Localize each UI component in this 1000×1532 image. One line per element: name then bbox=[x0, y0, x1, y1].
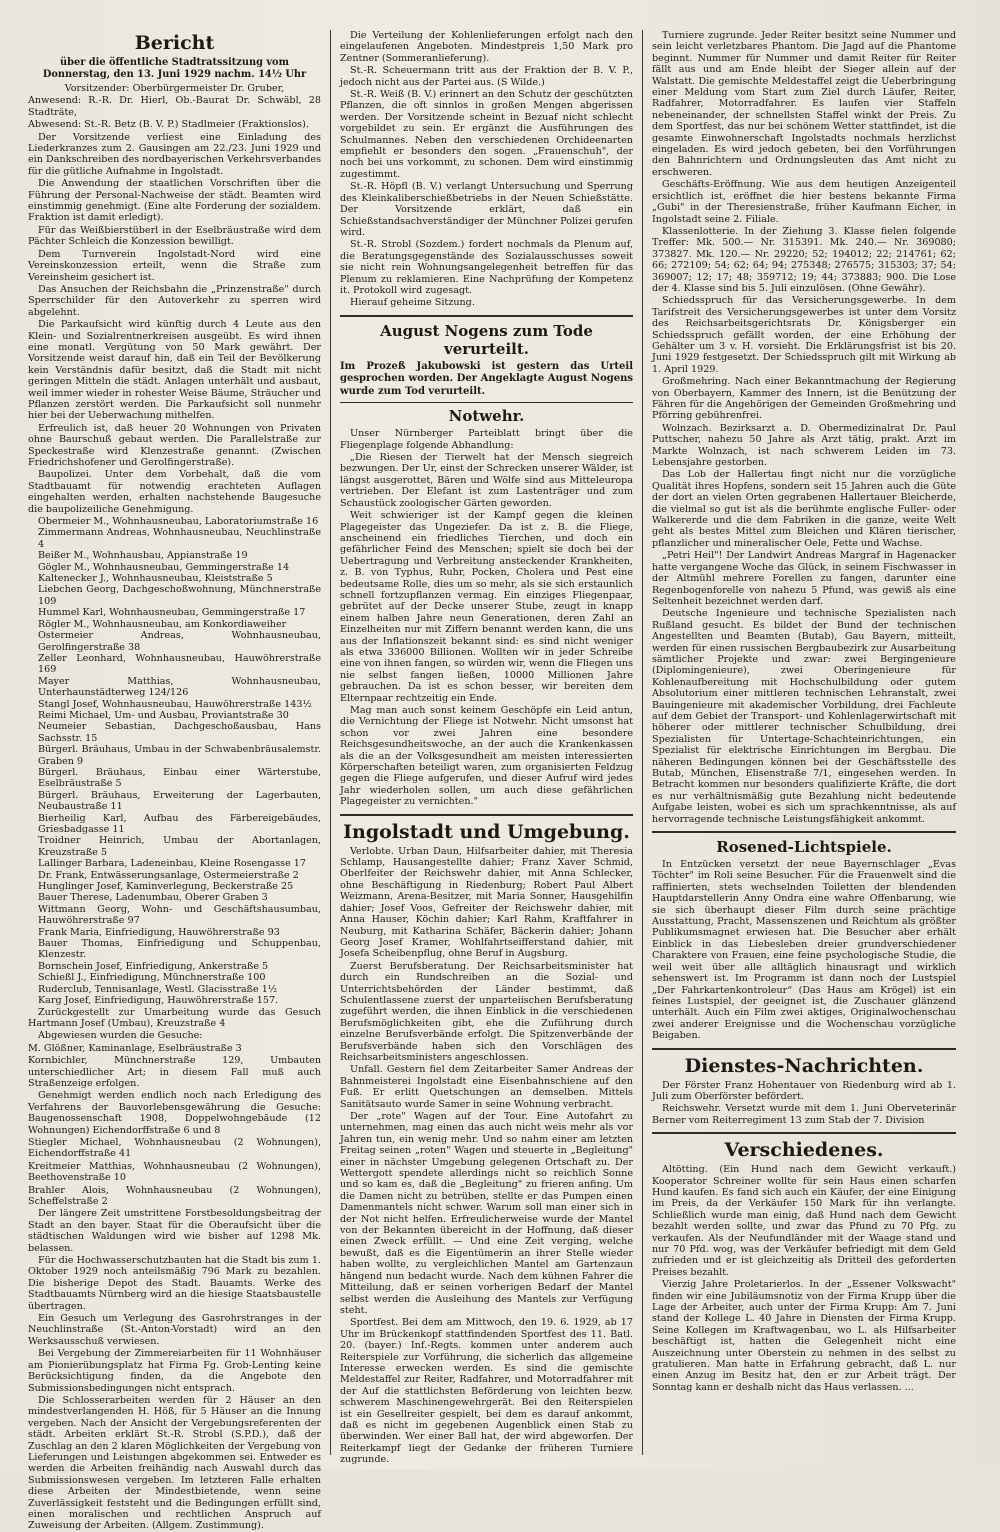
paragraph: Das Lob der Hallertau fingt nicht nur die vorzügliche Qualität ihres Hopfens, sondern seit 15 Jahren auch die Güte der dort an vielen Orten gegrabenen Hallertauer Bleicherde, die vielmal so gut ist als die berühmte englische Fuller- oder Walkererde und die dem Fabriken in die ganze, weite Welt geht als bestes Mittel zum Bleichen und Klären tierischer, pflanzlicher und mineralischer Oele, Fette und Wachse. bbox=[652, 469, 956, 549]
paragraph: Unser Nürnberger Parteiblatt bringt über die Fliegenplage folgende Abhandlung: bbox=[340, 428, 633, 451]
paragraph: Hierauf geheime Sitzung. bbox=[350, 297, 475, 309]
permit-item: Bierheilig Karl, Aufbau des Färbereigebäudes, Griesbadgasse 11 bbox=[38, 812, 321, 835]
paragraph: St.-R. Scheuermann tritt aus der Fraktion der B. V. P., jedoch nicht aus der Partei aus. (S Wilde.) bbox=[340, 65, 633, 88]
building-permit-list bbox=[28, 516, 321, 1006]
section-divider bbox=[652, 1132, 956, 1134]
attendance-block bbox=[28, 83, 321, 131]
paragraph: Kornbichler, Münchnerstraße 129, Umbauten unterschiedlicher Art; in diesem Fall muß auch Straßenzeige erfolgen. bbox=[28, 1055, 321, 1089]
columns bbox=[28, 30, 978, 1532]
paragraph: Der Vorsitzende verliest eine Einladung des Liederkranzes zum 2. Gausingen am 22./23. Juni 1929 und ein Dankschreiben des nordbayerischen Verkehrsverbandes für die gütliche Aufnahme in Ingolstadt. bbox=[28, 131, 321, 177]
permit-item: Hunglinger Josef, Kaminverlegung, Beckerstraße 25 bbox=[38, 881, 294, 893]
paragraph: „Die Riesen der Tierwelt hat der Mensch siegreich bezwungen. Der Ur, einst der Schrecken unserer Wälder, ist längst ausgerottet, Bären und Wölfe sind aus Mitteleuropa vertrieben. Der Elefant ist zum Lastenträger und zum Schaustück zoologischer Gärten geworden. bbox=[340, 452, 633, 509]
permit-item: Reimi Michael, Um- und Ausbau, Proviantstraße 30 bbox=[38, 709, 289, 721]
column-1 bbox=[28, 30, 330, 1532]
permit-item: Troidner Heinrich, Umbau der Abortanlagen, Kreuzstraße 5 bbox=[38, 835, 321, 858]
column-2 bbox=[330, 30, 642, 1466]
paragraph: Zurückgestellt zur Umarbeitung wurde das Gesuch Hartmann Josef (Umbau), Kreuzstraße 4 bbox=[28, 1006, 321, 1029]
section-title-verschiedenes: Verschiedenes. bbox=[724, 1139, 884, 1162]
paragraph: Dem Turnverein Ingolstadt-Nord wird eine Vereinskonzession erteilt, wenn die Straße zum Vereinsheim gesichert ist. bbox=[28, 248, 321, 283]
paragraph: Klassenlotterie. In der Ziehung 3. Klasse fielen folgende Treffer: Mk. 500.— Nr. 315391. Mk. 240.— Nr. 369080; 373827. Mk. 120.— Nr. 29220; 52; 194012; 22; 214761; 62; 66; 272109; 54; 62; 64; 94; 275348; 276575; 315303; 37; 54; 369007; 12; 17; 48; 359712; 19; 44; 373883; 900. Die Lose der 4. Klasse sind bis 5. Juli einzulösen. (Ohne Gewähr). bbox=[652, 225, 956, 294]
permit-item: Bauer Therese, Ladenumbau, Oberer Graben 3 bbox=[38, 892, 268, 904]
paragraph: Für die Hochwasserschutzbauten hat die Stadt bis zum 1. Oktober 1929 noch anteilsmäßig 796 Mark zu bezahlen. Die bisherige Depot des Stadt. Bauamts. Werke des Stadtbauamts Nürnberg wird an die hiesige Staatsbaustelle übertragen. bbox=[28, 1255, 321, 1312]
permit-item: Liebchen Georg, Dachgeschoßwohnung, Münchnerstraße 109 bbox=[38, 584, 321, 607]
paragraph: Brahler Alois, Wohnhausneubau (2 Wohnungen), Scheffelstraße 2 bbox=[28, 1184, 321, 1207]
news-flash-nogens: Im Prozeß Jakubowski ist gestern das Urteil gesprochen worden. Der Angeklagte August Nogens wurde zum Tod verurteilt. bbox=[340, 360, 633, 397]
paragraph: Der Förster Franz Hohentauer von Riedenburg wird ab 1. Juli zum Oberförster befördert. bbox=[652, 1079, 956, 1102]
article-title-nogens: August Nogens zum Tode verurteilt. bbox=[380, 321, 593, 358]
permit-item: Bauer Thomas, Einfriedigung und Schuppenbau, Klenzestr. bbox=[38, 938, 321, 961]
permit-item: Lallinger Barbara, Ladeneinbau, Kleine Rosengasse 17 bbox=[38, 858, 307, 870]
permit-item: Neumeier Sebastian, Dachgeschoßausbau, Hans Sachsstr. 15 bbox=[38, 721, 321, 744]
paragraph: Großmehring. Nach einer Bekanntmachung der Regierung von Oberbayern, Kammer des Innern, ist die Benützung der Fähren für die Angehörigen der Gemeinden Großmehring und Pförring gebührenfrei. bbox=[652, 376, 956, 422]
attendance-line: Abwesend: St.-R. Betz (B. V. P.) Stadlmeier (Fraktionslos). bbox=[28, 119, 309, 131]
article-title-rosened: Rosened-Lichtspiele. bbox=[716, 838, 892, 857]
section-divider bbox=[652, 1048, 956, 1050]
paragraph: Unfall. Gestern fiel dem Zeitarbeiter Samer Andreas der Bahnmeisterei Ingolstadt eine Eisenbahnschiene auf den Fuß. Er erlitt Quetschungen an demselben. Mittels Sanitätsauto wurde Samer in seine Wohnung verbracht. bbox=[340, 1064, 633, 1110]
permit-item: Dr. Frank, Entwässerungsanlage, Ostermeierstraße 2 bbox=[38, 869, 299, 881]
paragraph: Das Ansuchen der Reichsbahn die „Prinzenstraße" durch Sperrschilder für den Autoverkehr zu sperren wird abgelehnt. bbox=[28, 283, 321, 318]
permit-item: Schießl J., Einfriedigung, Münchnerstraße 100 bbox=[38, 972, 266, 984]
permit-item: Frank Maria, Einfriedigung, Hauwöhrerstraße 93 bbox=[38, 926, 280, 938]
paragraph: Geschäfts-Eröffnung. Wie aus dem heutigen Anzeigenteil ersichtlich ist, eröffnet die hier bestens bekannte Firma „Gubi" in der Theresienstraße, früher Kaufmann Eicher, in Ingolstadt seine 2. Filiale. bbox=[652, 179, 956, 225]
paragraph: Baupolizei. Unter dem Vorbehalt, daß die vom Stadtbauamt für notwendig erachteten Auflagen eingehalten werden, erhalten nachstehende Baugesuche die baupolizeiliche Genehmigung. bbox=[28, 469, 321, 515]
paragraph: Schiedsspruch für das Versicherungsgewerbe. In dem Tarifstreit des Versicherungsgewerbes ist unter dem Vorsitz des Reichsarbeitsgerichtsrats Dr. Königsberger ein Schiedsspruch gefällt worden, der eine Erhöhung der Gehälter um 3 v. H. vorsieht. Die Erklärungsfrist ist bis 20. Juni 1929 festgesetzt. Der Schiedsspruch gilt mit Wirkung ab 1. April 1929. bbox=[652, 295, 956, 375]
paragraph: Reichswehr. Versetzt wurde mit dem 1. Juni Oberveterinär Berner vom Reiterregiment 13 zum Stab der 7. Division bbox=[652, 1103, 956, 1126]
permit-item: Karg Josef, Einfriedigung, Hauwöhrerstraße 157. bbox=[38, 995, 279, 1007]
permit-item: Ostermeier Andreas, Wohnhausneubau, Gerolfingerstraße 38 bbox=[38, 630, 321, 653]
paragraph: Verlobte. Urban Daun, Hilfsarbeiter dahier, mit Theresia Schlamp, Hausangestellte dahier; Franz Xaver Schmid, Oberlfeiter der Reichswehr dahier, mit Anna Schlecker, ohne Beschäftigung in Riedenburg; Robert Paul Albert Weizmann, Arena-Besitzer, mit Maria Sonner, Hausgehilfin dahier; Josef Voos, Gefreiter der Reichswehr dahier, mit Anna Hauser, Köchin dahier; Karl Rahm, Kraftfahrer in Neuburg, mit Katharina Schäfer, Bäckerin dahier; Johann Georg Josef Kramer, Wohlfahrtseifferstand dahier, mit Josefa Scheibenpflug, ohne Beruf in Augsburg. bbox=[340, 845, 633, 960]
paragraph: Zuerst Berufsberatung. Der Reichsarbeitsminister hat durch ein Rundschreiben an die Sozial- und Unterrichtsbehörden der Länder bestimmt, daß Schulentlassene zuerst der unparteiischen Berufsberatung zugeführt werden, die ihnen Einblick in die verschiedenen Berufsmöglichkeiten gibt, ehe die Zuführung durch einzelne Berufsverbände erfolgt. Die Spitzenverbände der Berufsverbände haben sich den Vorschlägen des Reichsarbeitsministers angeschlossen. bbox=[340, 960, 633, 1063]
paragraph: Bei Vergebung der Zimmereiarbeiten für 11 Wohnhäuser am Pionierübungsplatz hat Firma Fg. Grob-Lenting keine Berücksichtigung finden, da die Angebote den Submissionsbedingungen nicht entsprach. bbox=[28, 1348, 321, 1394]
article-title-notwehr: Notwehr. bbox=[448, 407, 525, 426]
permit-item: Bürgerl. Bräuhaus, Einbau einer Wärterstube, Eselbräustraße 5 bbox=[38, 766, 321, 790]
article-title-bericht: Bericht bbox=[134, 32, 215, 54]
permit-item: Rögler M., Wohnhausneubau, am Konkordiaweiher bbox=[38, 618, 287, 630]
article-subtitle-bericht: über die öffentliche Stadtratssitzung vom Donnerstag, den 13. Juni 1929 nachm. 14½ Uhr bbox=[42, 57, 307, 80]
section-divider bbox=[652, 831, 956, 833]
permit-item: Beißer M., Wohnhausbau, Appianstraße 19 bbox=[38, 550, 248, 562]
paragraph: Turniere zugrunde. Jeder Reiter besitzt seine Nummer und sein leicht verletzbares Phantom. Die Jagd auf die Phantome beginnt. Nummer für Nummer und damit Reiter für Reiter fällt aus und am Ende bleibt der Sieger allein auf der Walstatt. Die gemischte Meldestaffel zeigt die Ueberbringung einer Meldung vom Start zum Ziel durch Läufer, Reiter, Radfahrer, Motorradfahrer. Es laufen vier Staffeln nebeneinander, der schnellsten Staffel winkt der Preis. Zu dem Sportfest, das nur bei schönem Wetter stattfindet, ist die gesamte Einwohnerschaft Ingolstadts nochmals herzlichst eingeladen. Es wird jedoch gebeten, bei den Vorführungen den Bahnrichtern und Ordnungsleuten das Amt nicht zu erschweren. bbox=[652, 30, 956, 178]
permit-item: Obermeier M., Wohnhausneubau, Laboratoriumstraße 16 bbox=[38, 516, 319, 528]
paragraph: Die Parkaufsicht wird künftig durch 4 Leute aus den Klein- und Sozialrentnerkreisen ausgeübt. Es wird ihnen eine monatl. Vergütung von 50 Mark gewährt. Der Vorsitzende weist darauf hin, daß ein Teil der Bevölkerung kein Verständnis dafür besitzt, daß die Stadt mit nicht geringen Mitteln die städt. Anlagen unterhält und ausbaut, weil immer wieder in rohester Weise Bäume, Sträucher und Pflanzen zerstört werden. Die Parkaufsicht soll nunmehr hier bei der Ueberwachung mithelfen. bbox=[28, 319, 321, 422]
paragraph: Weit schwieriger ist der Kampf gegen die kleinen Plagegeister das Ungeziefer. Da ist z. B. die Fliege, anscheinend ein friedliches Tierchen, und doch ein gefährlicher Feind des Menschen; spielt sie doch bei der Uebertragung und Verbreitung ansteckender Krankheiten, z. B. von Typhus, Ruhr, Pocken, Cholera und Pest eine bedeutsame Rolle, dies um so mehr, als sie sich erstaunlich schnell fortzupflanzen vermag. Ein einziges Fliegenpaar, gebrütet auf der Decke unserer Stube, zeugt in knapp einem halben Jahre neun Generationen, deren Zahl an Einzelheiten nur mit Ziffern benannt werden kann, die uns aus der Inflationszeit bekannt sind: es sind nicht weniger als etwa 336000 Billionen. Wollten wir in jeder Schreibe eine von ihnen fangen, so würden wir, wenn die Fliegen uns nie selbst fangen ließen, 10000 Millionen Jahre gebrauchen. Da ist es schon besser, wir bereiten dem Elternpaar rechtzeitig ein Ende. bbox=[340, 510, 633, 704]
paragraph: Die Schlosserarbeiten werden für 2 Häuser an den mindestverlangenden H. Höß, für 5 Häuser an die Innung vergeben. Nach der Ansicht der Vergebungsreferenten der städt. Arbeiten erklärt St.-R. Strobl (S.P.D.), daß der Zuschlag an den 2 klaren Möglichkeiten der Vergebung von Lieferungen und Leistungen abgekommen sei. Entweder es werden die Arbeiten freihändig nach Auswahl durch das Submissionswesen vergeben. Im letzteren Falle erhalten diese Arbeiten der Mindestbietende, wenn seine Zuverlässigkeit feststeht und die Bedingungen erfüllt sind, einen moralischen und rechtlichen Anspruch auf Zuweisung der Arbeiten. (Allgem. Zustimmung). bbox=[28, 1394, 321, 1532]
paragraph: Ein Gesuch um Verlegung des Gasrohrstranges in der Neuchlinstraße (St.-Anton-Vorstadt) wird an den Werksausschuß verwiesen. bbox=[28, 1313, 321, 1347]
column-3 bbox=[642, 30, 956, 1455]
permit-item: Ruderclub, Tennisanlage, Westl. Glacisstraße 1½ bbox=[38, 983, 278, 995]
permit-item: Bürgerl. Bräuhaus, Umbau in der Schwabenbräusalemstr. Graben 9 bbox=[38, 744, 321, 767]
paragraph: Kreitmeier Matthias, Wohnhausneubau (2 Wohnungen), Beethovenstraße 10 bbox=[28, 1160, 321, 1184]
paragraph: St.-R. Weiß (B. V.) erinnert an den Schutz der geschützten Pflanzen, die oft sinnlos in großen Mengen abgerissen werden. Der Vorsitzende scheint in Bezuaf nicht schlecht vorgebildet zu sein. Er ergänzt die Ausführungen des Schulmannes. Neben den verschiedenen Orchideenarten empfiehlt er besonders den sogen. „Frauenschuh", der noch bei uns vorkommt, zu schonen. Dem wird einstimmig zugestimmt. bbox=[340, 89, 633, 180]
section-title-dienstes: Dienstes-Nachrichten. bbox=[684, 1054, 924, 1077]
paragraph: Die Anwendung der staatlichen Vorschriften über die Führung der Personal-Nachweise der städt. Beamten wird einstimmig genehmigt. (Eine alte Forderung der sozialdem. Fraktion ist damit erledigt). bbox=[28, 178, 321, 224]
paragraph: Erfreulich ist, daß heuer 20 Wohnungen von Privaten ohne Baurschuß gebaut werden. Die Parallelstraße zur Speckestraße wird Klenzestraße genannt. (Zwischen Friedrichshofener und Gerolfingerstraße). bbox=[28, 422, 321, 468]
paragraph: In Entzücken versetzt der neue Bayernschlager „Evas Töchter" im Roli seine Besucher. Für die Frauenwelt sind die raffinierten, stets wechselnden Toiletten der blendenden Hauptdarstellerin Anny Ondra eine wahre Offenbarung, wie sie sich überhaupt dieser Film durch seine prächtige Ausstattung, Pracht, Massenszenen und Reichtum als größter Publikumsmagnet erwiesen hat. Die Besucher aber erhält Einblick in das Liebesleben dreier grundverschiedener Charaktere von Frauen, eine feine psychologische Studie, die weil weit über alle alltäglich hinausragt und wirklich sehenswert ist. Im Programm ist dann noch der Lustspiel „Der Fahrkartenkontroleur“ (Das Haus am Krögel) ist ein feines Lustspiel, der geeignet ist, die Zuschauer glänzend unterhält. Auch ein Film zwei aktiges, Originalwochenschau zwei anderer Ereignisse und die Wochenschau vorzügliche Beigaben. bbox=[652, 859, 956, 1042]
permit-item: Wittmann Georg, Wohn- und Geschäftshausumbau, Hauwöhrerstraße 97 bbox=[38, 903, 321, 927]
paragraph: Genehmigt werden endlich noch nach Erledigung des Verfahrens der Bauvorlebensgewährung die Gesuche: Baugenossenschaft 1908, Doppelwohngebäude (12 Wohnungen) Eichendorffstraße 6 und 8 bbox=[28, 1090, 321, 1136]
attendance-line: Vorsitzender: Oberbürgermeister Dr. Gruber, bbox=[64, 83, 285, 94]
section-divider bbox=[340, 814, 633, 816]
section-title-ingolstadt: Ingolstadt und Umgebung. bbox=[343, 820, 630, 843]
permit-item: Hummel Karl, Wohnhausneubau, Gemmingerstraße 17 bbox=[38, 607, 306, 619]
paragraph: „Petri Heil"! Der Landwirt Andreas Margraf in Hagenacker hatte vergangene Woche das Glück, in seinem Fischwasser in der Altmühl mehrere Forellen zu fangen, darunter eine Regenbogenforelle von nahezu 5 Pfund, was gewiß als eine Seltenheit bezeichnet werden darf. bbox=[652, 550, 956, 607]
permit-item: Gögler M., Wohnhausneubau, Gemmingerstraße 14 bbox=[38, 561, 290, 573]
permit-item: Zeller Leonhard, Wohnhausneubau, Hauwöhrerstraße 169 bbox=[38, 652, 321, 676]
permit-item: Mayer Matthias, Wohnhausneubau, Unterhaunstädterweg 124/126 bbox=[38, 675, 321, 699]
paragraph: Stiegler Michael, Wohnhausneubau (2 Wohnungen), Eichendorffstraße 41 bbox=[28, 1136, 321, 1160]
paragraph: Deutsche Ingenieure und technische Spezialisten nach Rußland gesucht. Es bildet der Bund der technischen Angestellten und Beamten (Butab), Gau Bayern, mitteilt, werden für einen russischen Bergbaubezirk zur Ausarbeitung sämtlicher Projekte und zwar: zwei Bergingenieure (Diplomingenieure), zwei Oberingenieure für Kohlenaufbereitung mit Hochschulbildung oder gutem Absolutorium einer mittleren technischen Lehranstalt, zwei Bauingenieure mit akademischer Vorbildung, drei Fachleute auf dem Gebiet der Transport- und Kohlenlagerwirtschaft mit höherer oder mittlerer technischer Schulbildung, drei Spezialisten für Untertage-Schachteinrichtungen, ein Spezialist für elektrische Einrichtungen im Bergbau. Die näheren Bedingungen können bei der Geschäftsstelle des Butab, München, Elisenstraße 7/1, eingesehen werden. In Betracht kommen nur besonders qualifizierte Kräfte, die dort es nur verhältnismäßig gute Bezahlung nicht bedeutende Aufgabe leisten, wobei es sich um sprachkenntnisse, als auf hervorragende technische Leistungsfähigkeit ankommt. bbox=[652, 608, 956, 825]
paragraph: Der „rote" Wagen auf der Tour. Eine Autofahrt zu unternehmen, mag einen das auch nicht weis mehr als vor Jahren tun, ein wenig mehr. Und so nahm einer am letzten Freitag seinen „roten" Wagen und steuerte in „Begleitung" einer in nächster Umgebung gelegenen Ortschaft zu. Der Wettergott spendete allerdings nicht so reichlich Sonne und so kam es, daß die „Begleitung" zu frieren anfing. Um die Damen nicht zu betrüben, stellte er das Pumpen einen Damenmantels nicht schwer. Warum soll man einer sich in der Not nicht helfen. Erfreulicherweise wurde der Mantel von der Bekannten übereicht in der Hoffnung, daß dieser einen Zweck erfüllt. — Und eine Zeit verging, welche bewußt, daß es die Eigentümerin an ihrer Stelle wieder haben wollte, zu vergleichlichen Mantel am Gartenzaun hängend nun bedacht wurde. Nach dem kühnen Fahrer die Mitteilung, daß er seinen vorherigen Bedarf der Mantel selbst werden die Ausleihung des Mantels zur Verfügung steht. bbox=[340, 1111, 633, 1316]
paragraph: Altötting. (Ein Hund nach dem Gewicht verkauft.) Kooperator Schreiner wollte für sein Haus einen scharfen Hund kaufen. Es fand sich auch ein Käufer, der eine Einigung im Preis, da der Verkäufer 150 Mark für ihn verlangte. Schließlich wurde man einig, daß Hund nach dem Gewicht bezahlt werden sollte, und zwar das Pfund zu 70 Pfg. zu verkaufen. Als der Neufundländer mit der Waage stand und nur 70 Pfd. wog, was der Verkäufer befriedigt mit dem Geld zufrieden und er ist gleichzeitig als Dritteil des geforderten Preises bezahlt. bbox=[652, 1164, 956, 1278]
paragraph: Für das Weißbierstüberl in der Eselbräustraße wird dem Pächter Schleich die Konzession bewilligt. bbox=[28, 224, 321, 248]
permit-item: Zimmermann Andreas, Wohnhausneubau, Neuchlinstraße 4 bbox=[38, 527, 321, 550]
paragraph: M. Glößner, Kaminanlage, Eselbräustraße 3 bbox=[28, 1042, 242, 1054]
permit-item: Kaltenecker J., Wohnhausneubau, Kleiststraße 5 bbox=[38, 573, 273, 585]
section-divider bbox=[340, 402, 633, 403]
permit-item: Stangl Josef, Wohnhausneubau, Hauwöhrerstraße 143½ bbox=[38, 698, 312, 710]
paragraph: Vierzig Jahre Proletarierlos. In der „Essener Volkswacht" finden wir eine Jubiläumsnotiz von der Firma Krupp über die Lage der Arbeiter, auch unter der Firma Krupp: Am 7. Juni stand der Kollege L. 40 Jahre in Diensten der Firma Krupp. Seine Kollegen im Kraftwagenbau, wo L. als Hilfsarbeiter beschäftigt ist, hatten die Gelegenheit nicht eine Auszeichnung unter Oberstein zu nehmen in des selbst zu gratulieren. Man hatte in Erfahrung gebracht, daß L. nur einen Anzug im Besitz hat, den er zur Arbeit trägt. Der Sonntag kann er deshalb nicht das Haus verlassen. ... bbox=[652, 1279, 956, 1393]
paragraph: Die Verteilung der Kohlenlieferungen erfolgt nach den eingelaufenen Angeboten. Mindestpreis 1,50 Mark pro Zentner (Sommeranlieferung). bbox=[340, 30, 633, 64]
paragraph: Sportfest. Bei dem am Mittwoch, den 19. 6. 1929, ab 17 Uhr im Brückenkopf stattfindenden Sportfest des 11. Batl. 20. (bayer.) Inf.-Regts. kommen unter anderem auch Reiterspiele zur Vorführung, die sicherlich das allgemeine Interesse erwecken werden. Es sind die gemischte Meldestaffel zur Reiter, Radfahrer, und Motorradfahrer mit der Auf die stattlichsten Beförderung von leichten bezw. schwerem Maschinengewehrgerät. Bei den Reiterspielen ist ein Gesellreiter gespielt, bei dem es darauf ankommt, daß es nicht im gegebenen Augenblick einen Stab zu überwinden. Wer einer Ball hat, der wird abgeworfen. Der Reiterkampf liegt der Gedanke der früheren Turniere zugrunde. bbox=[340, 1317, 633, 1466]
section-divider bbox=[340, 315, 633, 317]
paragraph: Der längere Zeit umstrittene Forstbesoldungsbeitrag der Stadt an den bayer. Staat für die Oberaufsicht über die städtischen Waldungen wird wie bisher auf 1298 Mk. belassen. bbox=[28, 1208, 321, 1254]
attendance-line: Anwesend: R.-R. Dr. Hierl, Ob.-Baurat Dr. Schwäbl, 28 Stadträte, bbox=[28, 95, 321, 118]
permit-item: Bürgerl. Bräuhaus, Erweiterung der Lagerbauten, Neubaustraße 11 bbox=[38, 789, 321, 813]
paragraph: St.-R. Strobl (Sozdem.) fordert nochmals da Plenum auf, die Beratungsgegenstände des Sozialausschusses soweit sie nicht rein Wohnungsangelegenheit betreffen für das Plenum zu reklamieren. Eine Nachprüfung der Kompetenz it. Protokoll wird zugesagt. bbox=[340, 239, 633, 296]
permit-item: Bornschein Josef, Einfriedigung, Ankerstraße 5 bbox=[38, 960, 269, 972]
paragraph: Wolnzach. Bezirksarzt a. D. Obermedizinalrat Dr. Paul Puttscher, nahezu 50 Jahre als Arzt tätig, prakt. Arzt im Markte Wolnzach, ist nach schwerem Leiden im 73. Lebensjahre gestorben. bbox=[652, 422, 956, 469]
paragraph: St.-R. Höpfl (B. V.) verlangt Untersuchung und Sperrung des Kleinkaliberschießbetriebs in der Neuen Schießstätte. Der Vorsitzende erklärt, daß ein Schießstandsachverständiger der Münchner Polizei gerufen wird. bbox=[340, 181, 633, 238]
paragraph: Abgewiesen wurden die Gesuche: bbox=[38, 1030, 203, 1042]
paragraph: Mag man auch sonst keinem Geschöpfe ein Leid antun, die Vernichtung der Fliege ist Notwehr. Nicht umsonst hat schon vor zwei Jahren eine besondere Reichsgesundheitswoche, an der auch die Krankenkassen als die an der Volksgesundheit am meisten interessierten Körperschaften beteiligt waren, zum organisierten Feldzug gegen die Fliege aufgerufen, und dieser Aufruf wird jedes Jahr wiederholen sollen, um auch diese gefährlichen Plagegeister zu vernichten." bbox=[340, 705, 633, 808]
